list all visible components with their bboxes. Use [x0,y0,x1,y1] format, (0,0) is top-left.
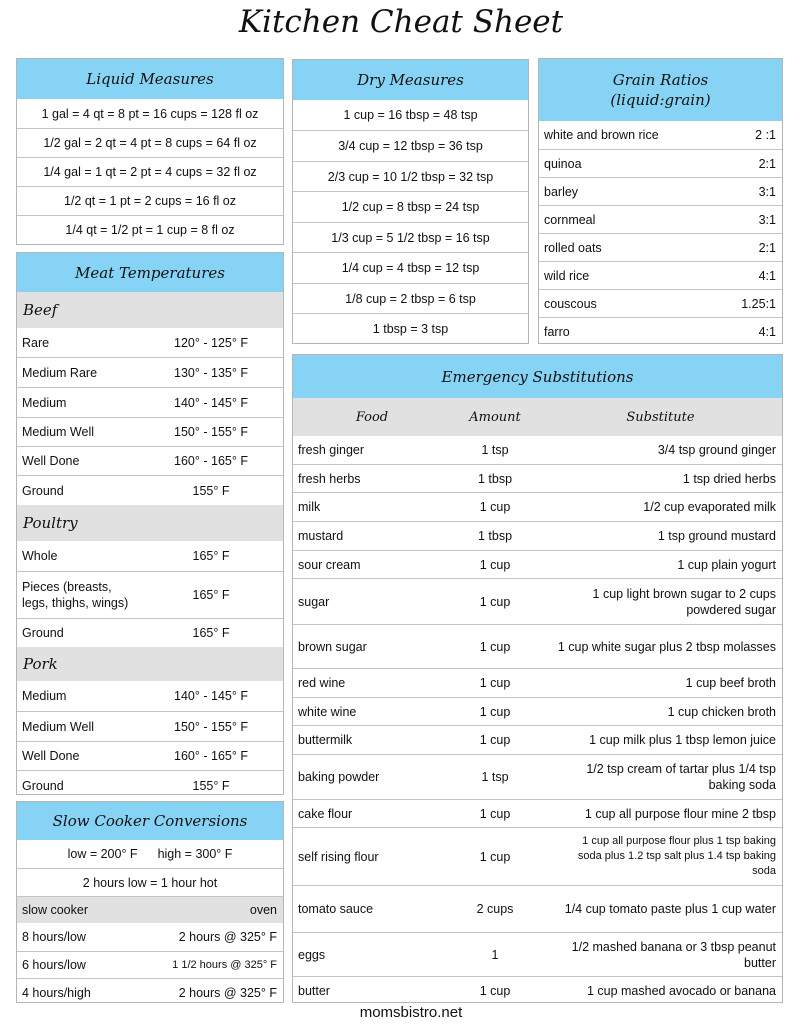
subs-header-row [293,398,782,436]
temp-value: 140° - 145° F [174,689,248,703]
cut-label: Well Done [22,749,80,763]
cut-label: Medium [22,689,67,703]
cut-label: Medium Well [22,719,95,734]
meat-row [17,328,283,357]
food-amount: 1 cup [479,733,511,747]
subs-row [293,976,782,1003]
food-substitute: 1 tsp ground mustard [657,529,776,543]
food-substitute: 1 cup mashed avocado or banana [586,984,776,998]
dry-row: 3/4 cup = 12 tbsp = 36 tsp [293,130,528,161]
food-amount: 1 cup [479,704,511,719]
food-amount: 1 cup [479,639,511,654]
food-name: fresh ginger [298,443,365,457]
cut-label: Ground [22,778,64,793]
temp-value: 165° F [192,588,230,602]
grain-row [539,261,782,289]
food-substitute [539,586,782,618]
grain-title-line: (liquid:grain) [610,91,711,109]
temp-value: 160° - 165° F [174,749,248,763]
temp-value: 150° - 155° F [174,425,248,439]
food-name: fresh herbs [298,471,361,486]
meat-row [17,681,283,711]
col-substitute: Substitute [626,409,695,425]
food-amount: 1 tsp [481,443,509,457]
dry-row: 1/2 cup = 8 tbsp = 24 tsp [293,191,528,222]
cut-label: Medium Well [22,425,95,439]
food-amount: 1 tsp [481,770,509,784]
food-substitute: 1 cup white sugar plus 2 tbsp molasses [557,639,776,654]
food-substitute: 1 cup milk plus 1 tbsp lemon juice [589,733,776,747]
cut-label: Ground [22,483,64,498]
temp-value: 140° - 145° F [174,395,248,410]
grain-name: rolled oats [544,240,602,255]
grain-ratio: 3:1 [758,184,776,199]
col-slow-cooker: slow cooker [22,903,88,917]
temp-value: 155° F [192,483,230,498]
liquid-measures-card [16,58,284,245]
slow-row [17,923,283,951]
cut-label-line: legs, thighs, wings) [22,596,129,610]
col-amount: Amount [469,409,521,425]
subs-row [293,725,782,754]
liquid-measures-title: Liquid Measures [17,59,283,99]
slow-cooker-time: 4 hours/high [22,985,91,1000]
emergency-substitutions-card [292,354,783,1003]
grain-ratio: 2:1 [758,240,776,255]
meat-temperatures-card [16,252,284,795]
cut-label: Ground [22,626,64,640]
slow-cooker-time: 6 hours/low [22,958,86,972]
substitute-line: soda plus 1.2 tsp salt plus 1.4 tsp baking [577,850,776,862]
food-substitute: 1/2 cup evaporated milk [643,500,776,514]
liquid-row: 1/4 gal = 1 qt = 2 pt = 4 cups = 32 fl oz [17,157,283,186]
grain-row [539,233,782,261]
food-substitute: 1 cup beef broth [685,676,776,690]
dry-measures-title: Dry Measures [293,60,528,100]
grain-ratios-title [539,59,782,121]
subs-row [293,464,782,492]
subs-row [293,799,782,827]
grain-name: farro [544,324,570,339]
meat-row [17,387,283,417]
slow-equiv-row: 2 hours low = 1 hour hot [17,868,283,896]
temp-value: 150° - 155° F [174,719,248,734]
substitute-line: powdered sugar [686,602,776,617]
meat-row [17,711,283,741]
section-poultry: Poultry [17,505,283,541]
food-amount: 1 tbsp [477,471,513,486]
food-name: mustard [298,529,344,543]
subs-row [293,492,782,521]
substitute-line: 1 cup light brown sugar to 2 cups [592,586,776,601]
meat-row [17,618,283,647]
substitute-line: baking soda [708,778,776,792]
meat-row [17,770,283,795]
subs-row [293,624,782,668]
meat-row [17,475,283,505]
slow-temp-row [17,840,283,868]
dry-row: 2/3 cup = 10 1/2 tbsp = 32 tsp [293,161,528,191]
temp-value: 130° - 135° F [174,365,248,380]
food-amount: 1 cup [479,676,511,690]
slow-cooker-time: 8 hours/low [22,930,86,944]
subs-row [293,550,782,578]
section-pork: Pork [17,647,283,681]
liquid-row: 1/2 qt = 1 pt = 2 cups = 16 fl oz [17,186,283,215]
meat-row [17,446,283,475]
grain-row [539,317,782,344]
cut-label: Rare [22,335,50,350]
food-name: brown sugar [298,639,367,654]
subs-row [293,827,782,885]
grain-name: couscous [544,296,597,311]
food-amount: 1 cup [479,806,511,821]
slow-cooker-card [16,801,284,1003]
grain-ratio: 4:1 [758,268,776,283]
food-name: eggs [298,947,326,962]
food-amount: 1 cup [479,557,511,572]
liquid-row: 1/2 gal = 2 qt = 4 pt = 8 cups = 64 fl oz [17,128,283,157]
page-title: Kitchen Cheat Sheet [238,4,564,40]
substitute-line: 1/2 tsp cream of tartar plus 1/4 tsp [586,762,776,776]
food-substitute: 1 cup chicken broth [667,704,776,719]
grain-ratio: 4:1 [758,324,776,339]
meat-row [17,417,283,446]
substitute-line: butter [744,955,776,970]
grain-ratio: 2 :1 [755,128,776,142]
food-substitute: 1 cup all purpose flour mine 2 tbsp [584,806,776,821]
grain-name: barley [544,184,579,199]
temp-value: 165° F [192,626,230,640]
food-name: tomato sauce [298,902,374,916]
temp-value: 120° - 125° F [174,335,248,350]
slow-row [17,951,283,978]
dry-measures-card [292,59,529,344]
substitute-line: 1/2 mashed banana or 3 tbsp peanut [571,939,776,954]
col-oven: oven [249,903,277,917]
food-amount: 1 cup [479,984,511,998]
food-amount: 1 cup [479,849,511,864]
grain-row [539,121,782,149]
grain-name: white and brown rice [544,128,659,142]
grain-row [539,205,782,233]
cut-label: Whole [22,549,58,563]
food-substitute [539,939,782,971]
food-name: buttermilk [298,733,353,747]
grain-name: quinoa [544,156,582,171]
oven-time: 2 hours @ 325° F [178,930,277,944]
food-name: cake flour [298,806,353,821]
temp-value: 160° - 165° F [174,454,248,468]
grain-name: cornmeal [544,212,596,227]
food-substitute [539,761,782,793]
meat-row [17,541,283,571]
food-substitute: 1 tsp dried herbs [682,471,776,486]
meat-row [17,741,283,770]
cut-label [17,579,145,611]
meat-temperatures-title: Meat Temperatures [17,253,283,292]
food-substitute: 1/4 cup tomato paste plus 1 cup water [564,902,776,916]
subs-row [293,436,782,464]
slow-header-row [17,896,283,923]
food-name: sugar [298,594,330,609]
food-amount: 1 [491,947,499,962]
dry-row: 1/3 cup = 5 1/2 tbsp = 16 tsp [293,222,528,252]
slow-row [17,978,283,1003]
food-substitute: 1 cup plain yogurt [677,557,776,572]
food-name: milk [298,500,321,514]
substitute-line: 1 cup all purpose flour plus 1 tsp baking [582,835,776,847]
slow-high: high = 300° F [157,847,233,861]
food-substitute [539,834,782,879]
grain-ratios-card [538,58,783,344]
grain-title-line: Grain Ratios [612,71,709,89]
food-amount: 2 cups [476,902,514,916]
cut-label: Medium Rare [22,365,98,380]
dry-row: 1 cup = 16 tbsp = 48 tsp [343,108,478,122]
food-name: red wine [298,676,346,690]
section-beef: Beef [17,292,283,328]
food-amount: 1 cup [479,594,511,609]
temp-value: 165° F [192,549,230,563]
meat-row [17,571,283,618]
dry-row: 1 tbsp = 3 tsp [293,313,528,343]
oven-time: 2 hours @ 325° F [178,985,277,1000]
subs-row [293,754,782,799]
meat-row [17,357,283,387]
dry-row: 1/8 cup = 2 tbsp = 6 tsp [293,283,528,313]
grain-ratio: 1.25:1 [741,296,776,311]
food-name: baking powder [298,770,380,784]
substitutions-title: Emergency Substitutions [293,355,782,398]
food-name: butter [298,984,330,998]
cut-label: Medium [22,395,67,410]
grain-ratio: 2:1 [758,156,776,171]
subs-row [293,578,782,624]
liquid-row: 1/4 qt = 1/2 pt = 1 cup = 8 fl oz [17,215,283,244]
food-amount: 1 tbsp [477,529,513,543]
liquid-row: 1 gal = 4 qt = 8 pt = 16 cups = 128 fl oz [41,106,259,121]
subs-row [293,932,782,976]
oven-time: 1 1/2 hours @ 325° F [172,959,277,971]
food-name: white wine [298,704,357,719]
dry-row: 1/4 cup = 4 tbsp = 12 tsp [293,252,528,283]
subs-row [293,697,782,725]
slow-cooker-title: Slow Cooker Conversions [17,802,283,840]
subs-row [293,668,782,697]
liquid-measures-list [17,99,283,244]
grain-name: wild rice [544,268,590,283]
subs-row [293,521,782,550]
grain-row [539,149,782,177]
grain-row [539,177,782,205]
col-food: Food [355,409,389,425]
grain-row [539,289,782,317]
cut-label-line: Pieces (breasts, [22,580,112,594]
grain-ratio: 3:1 [758,212,776,227]
substitute-line: soda [752,865,776,877]
food-amount: 1 cup [479,500,511,514]
food-name: self rising flour [298,849,379,864]
subs-row [293,885,782,932]
slow-low: low = 200° F [67,847,138,861]
footer-site: momsbistro.net [359,1004,463,1021]
food-substitute: 3/4 tsp ground ginger [657,443,776,457]
food-name: sour cream [298,557,361,572]
temp-value: 155° F [192,778,230,793]
cut-label: Well Done [22,454,80,468]
